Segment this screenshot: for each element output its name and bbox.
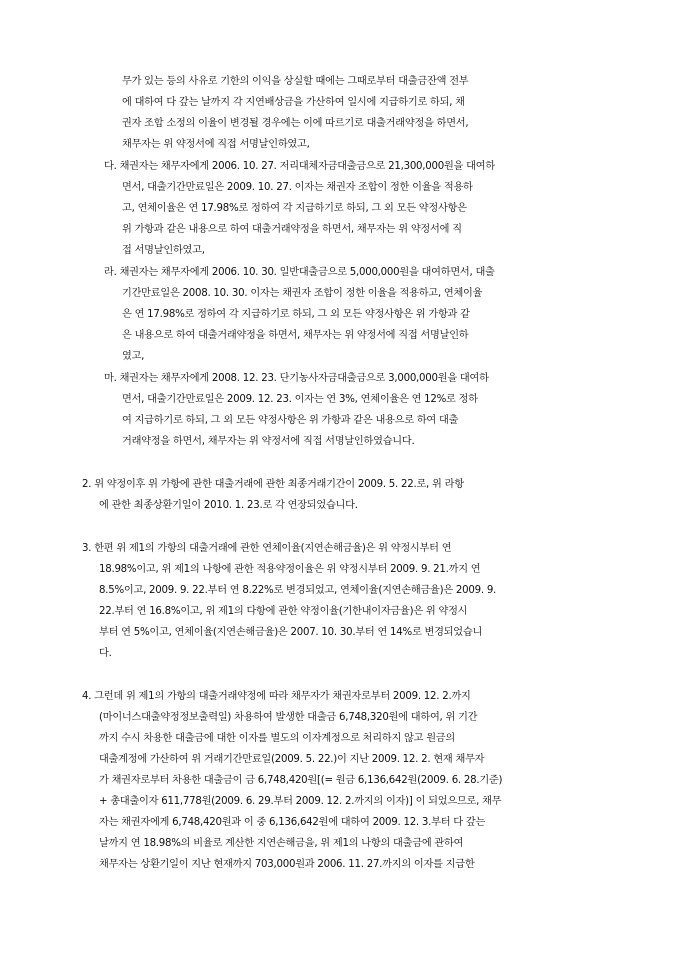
text-line: 다.	[99, 648, 112, 659]
text-line: 고, 연체이율은 연 17.98%로 정하여 각 지급하기로 하되, 그 외 모든 약정사항은	[122, 203, 467, 214]
text-line: 다. 채권자는 채무자에게 2006. 10. 27. 저리대체자금대출금으로 21,300,000원을 대여하	[104, 161, 495, 172]
text-line: 4. 그런데 위 제1의 가항의 대출거래약정에 따라 채무자가 채권자로부터 2009. 12. 2.까지	[82, 691, 471, 702]
text-line: 은 연 17.98%로 정하여 각 지급하기로 하되, 그 외 모든 약정사항은 위 가항과 같	[122, 309, 470, 320]
text-line: 에 관한 최종상환기일이 2010. 1. 23.로 각 연장되었습니다.	[99, 500, 358, 511]
text-line: 채무자는 위 약정서에 직접 서명날인하였고,	[122, 139, 310, 150]
text-line: 면서, 대출기간만료일은 2009. 12. 23. 이자는 연 3%, 연체이율은 연 12%로 정하	[122, 394, 478, 405]
text-line: 18.98%이고, 위 제1의 나항에 관한 적용약정이율은 위 약정시부터 2009. 9. 21.까지 연	[99, 564, 481, 575]
text-line: 면서, 대출기간만료일은 2009. 10. 27. 이자는 채권자 조합이 정한 이율을 적용하	[122, 182, 473, 193]
text-line: 였고,	[122, 351, 145, 362]
text-line: 에 대하여 다 갚는 날까지 각 지연배상금을 가산하여 일시에 지급하기로 하되, 채	[122, 97, 465, 108]
text-line: 무가 있는 등의 사유로 기한의 이익을 상실할 때에는 그때로부터 대출금잔액 전부	[122, 76, 469, 87]
text-line: 위 가항과 같은 내용으로 하여 대출거래약정을 하면서, 채무자는 위 약정서에 직	[122, 224, 462, 235]
text-line: 자는 채권자에게 6,748,420원과 이 중 6,136,642원에 대하여 2009. 12. 3.부터 다 갚는	[99, 817, 486, 828]
text-line: 마. 채권자는 채무자에게 2008. 12. 23. 단기농사자금대출금으로 3,000,000원을 대여하	[104, 373, 489, 384]
text-line: 3. 한편 위 제1의 가항의 대출거래에 관한 연체이율(지연손해금율)은 위 약정시부터 연	[82, 543, 452, 554]
text-line: (마이너스대출약정정보출력일) 차용하여 발생한 대출금 6,748,320원에 대하여, 위 기간	[99, 712, 478, 723]
text-line: 까지 수시 차용한 대출금에 대한 이자를 별도의 이자계정으로 처리하지 않고 원금의	[99, 733, 455, 744]
text-line: 기간만료일은 2008. 10. 30. 이자는 채권자 조합이 정한 이율을 적용하고, 연체이율	[122, 288, 483, 299]
text-line: 접 서명날인하였고,	[122, 245, 205, 256]
text-line: 날까지 연 18.98%의 비율로 계산한 지연손해금을, 위 제1의 나항의 대출금에 관하여	[99, 838, 464, 849]
text-line: 거래약정을 하면서, 채무자는 위 약정서에 직접 서명날인하였습니다.	[122, 436, 415, 447]
text-line: + 총대출이자 611,778원(2009. 6. 29.부터 2009. 12. 2.까지의 이자)] 이 되었으므로, 채무	[99, 796, 502, 807]
text-line: 채무자는 상환기일이 지난 현재까지 703,000원과 2006. 11. 27.까지의 이자를 지급한	[99, 859, 475, 870]
text-line: 8.5%이고, 2009. 9. 22.부터 연 8.22%로 변경되었고, 연체이율(지연손해금율)은 2009. 9.	[99, 585, 497, 596]
text-line: 가 채권자로부터 차용한 대출금이 금 6,748,420원[(= 원금 6,136,642원(2009. 6. 28.기준)	[99, 775, 503, 786]
text-line: 2. 위 약정이후 위 가항에 관한 대출거래에 관한 최종거래기간이 2009. 5. 22.로, 위 라항	[82, 479, 464, 490]
text-line: 라. 채권자는 채무자에게 2006. 10. 30. 일반대출금으로 5,000,000원을 대여하면서, 대출	[104, 267, 495, 278]
text-line: 22.부터 연 16.8%이고, 위 제1의 다항에 관한 약정이율(기한내이자금율)은 위 약정시	[99, 606, 468, 617]
text-line: 은 내용으로 하여 대출거래약정을 하면서, 채무자는 위 약정서에 직접 서명날인하	[122, 330, 469, 341]
text-line: 권자 조합 소정의 이율이 변경될 경우에는 이에 따르기로 대출거래약정을 하면서,	[122, 118, 469, 129]
text-line: 대출계정에 가산하여 위 거래기간만료일(2009. 5. 22.)이 지난 2009. 12. 2. 현재 채무자	[99, 754, 485, 765]
text-line: 여 지급하기로 하되, 그 외 모든 약정사항은 위 가항과 같은 내용으로 하여 대출	[122, 415, 459, 426]
text-line: 부터 연 5%이고, 연체이율(지연손해금율)은 2007. 10. 30.부터 연 14%로 변경되었습니	[99, 627, 483, 638]
